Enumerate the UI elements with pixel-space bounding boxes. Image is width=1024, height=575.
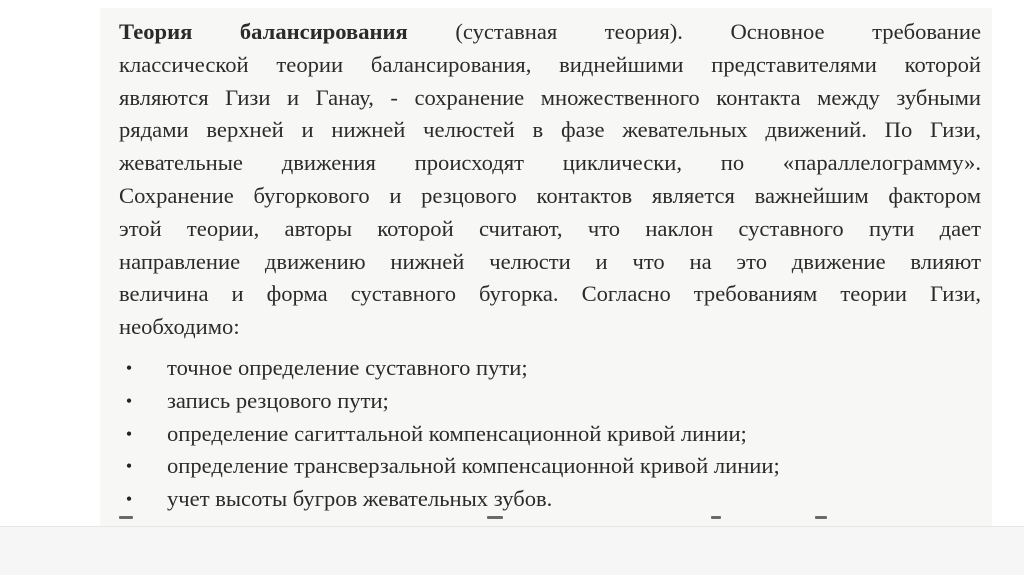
scanned-document-page: [100, 8, 992, 526]
text-fragment: [119, 516, 133, 519]
bullet-icon: •: [125, 456, 133, 477]
paragraph-line-7: этой теории, авторы которой считают, что наклон суставного пути дает: [119, 215, 981, 241]
bullet-icon: •: [125, 390, 133, 411]
paragraph-line-5: жевательные движения происходят циклически, по «параллелограмму».: [119, 150, 981, 176]
list-item-text: точное определение суставного пути;: [167, 355, 528, 380]
list-item-text: учет высоты бугров жевательных зубов.: [167, 486, 553, 512]
text-fragment: [815, 516, 827, 519]
cropped-text-remnant: [119, 516, 981, 526]
paragraph-line-8: направление движению нижней челюсти и что на это движение влияют: [119, 248, 981, 274]
list-item: [119, 450, 981, 483]
document-paragraph: [119, 16, 981, 512]
paragraph-line-6: Сохранение бугоркового и резцового контактов является важнейшим фактором: [119, 182, 981, 208]
list-item-text: определение трансверзальной компенсационной кривой линии;: [167, 453, 780, 479]
list-item-text: запись резцового пути;: [167, 387, 389, 413]
paragraph-line-3: являются Гизи и Ганау, - сохранение множественного контакта между зубными: [119, 84, 981, 110]
list-item-text: определение сагиттальной компенсационной кривой линии;: [167, 420, 747, 446]
list-item: [119, 483, 981, 516]
paragraph-line-9: величина и форма суставного бугорка. Согласно требованиям теории Гизи,: [119, 281, 981, 307]
text-fragment: [487, 516, 503, 519]
paragraph-line-10: необходимо:: [119, 314, 240, 340]
list-item: [119, 418, 981, 451]
list-item: [119, 352, 981, 385]
bullet-icon: •: [125, 358, 133, 378]
paragraph-line-2: классической теории балансирования, виднейшими представителями которой: [119, 51, 981, 77]
slide-bottom-band: [0, 526, 1024, 575]
requirements-list: [119, 352, 981, 516]
text-fragment: [711, 516, 721, 519]
bullet-icon: •: [125, 489, 133, 510]
paragraph-heading: Теория балансирования: [119, 19, 408, 44]
paragraph-line-1-text: (суставная теория). Основное требование: [407, 19, 981, 44]
paragraph-line-1: [119, 16, 981, 49]
bullet-icon: •: [125, 423, 133, 444]
paragraph-line-4: рядами верхней и нижней челюстей в фазе жевательных движений. По Гизи,: [119, 117, 981, 143]
list-item: [119, 385, 981, 418]
